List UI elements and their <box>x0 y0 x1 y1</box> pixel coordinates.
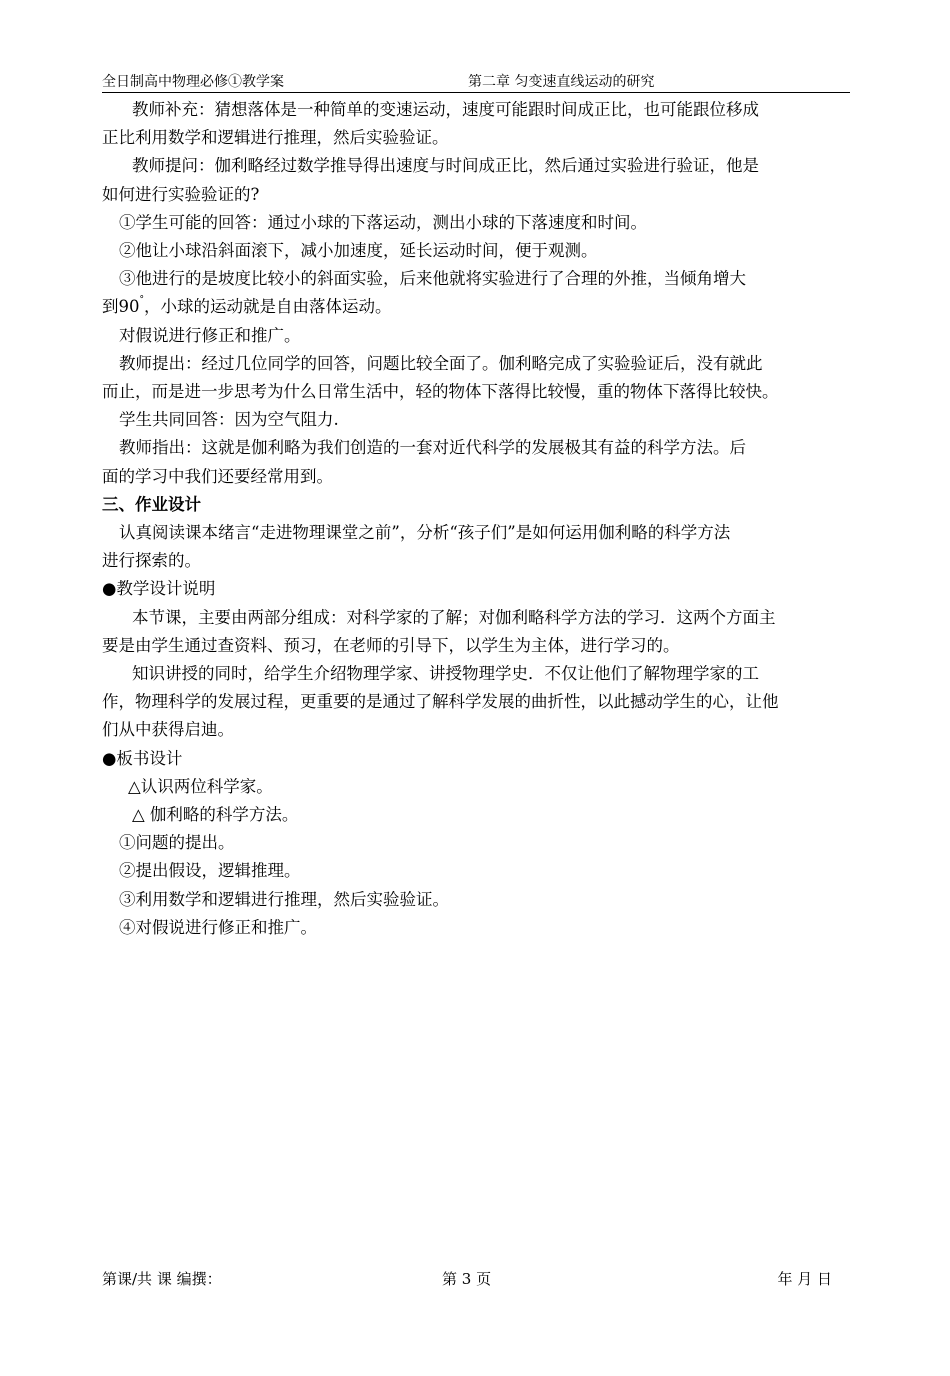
angle-value: 到90 <box>102 297 140 317</box>
answer-item-3-tail: ，小球的运动就是自由落体运动。 <box>144 297 392 317</box>
paragraph-design-notes-2-cont: 作，物理科学的发展过程，更重要的是通过了解科学发展的曲折性，以此撼动学生的心，让他 <box>102 692 779 712</box>
answer-item-1: ①学生可能的回答：通过小球的下落运动，测出小球的下落速度和时间。 <box>119 212 647 232</box>
paragraph-students-answer: 学生共同回答：因为空气阻力. <box>119 410 339 430</box>
paragraph-design-notes-2: 知识讲授的同时，给学生介绍物理学家、讲授物理学史．不仅让他们了解物理学家的工 <box>132 664 759 684</box>
paragraph-hypothesis-revision: 对假说进行修正和推广。 <box>119 325 301 345</box>
paragraph-homework-cont: 进行探索的。 <box>102 551 201 571</box>
page-footer <box>102 1268 850 1290</box>
degree-symbol: ° <box>139 295 144 306</box>
section-heading-homework: 三、作业设计 <box>102 494 201 514</box>
paragraph-teacher-points-out: 教师提出：经过几位同学的回答，问题比较全面了。伽利略完成了实验验证后，没有就此 <box>119 353 763 373</box>
bullet-heading-design-notes: ●教学设计说明 <box>102 579 216 599</box>
answer-item-3: ③他进行的是坡度比较小的斜面实验，后来他就将实验进行了合理的外推，当倾角增大 <box>119 269 746 289</box>
paragraph-teacher-question: 教师提问：伽利略经过数学推导得出速度与时间成正比，然后通过实验进行验证，他是 <box>132 156 759 176</box>
document-body <box>102 96 850 942</box>
board-item-scientists: △认识两位科学家。 <box>128 776 273 796</box>
paragraph-teacher-indicates-cont: 面的学习中我们还要经常用到。 <box>102 466 333 486</box>
paragraph-design-notes-1-cont: 要是由学生通过查资料、预习，在老师的引导下，以学生为主体，进行学习的。 <box>102 635 680 655</box>
paragraph-teacher-supplement: 教师补充：猜想落体是一种简单的变速运动，速度可能跟时间成正比，也可能跟位移成 <box>132 100 759 119</box>
board-step-2: ②提出假设，逻辑推理。 <box>119 861 301 881</box>
board-step-4: ④对假说进行修正和推广。 <box>119 917 317 937</box>
paragraph-homework: 认真阅读课本绪言“走进物理课堂之前”，分析“孩子们”是如何运用伽利略的科学方法 <box>119 523 731 543</box>
footer-date: 年 月 日 <box>777 1270 832 1288</box>
answer-item-2: ②他让小球沿斜面滚下，减小加速度，延长运动时间，便于观测。 <box>119 241 598 261</box>
header-book-title: 全日制高中物理必修①教学案 <box>102 74 284 90</box>
paragraph-design-notes-1: 本节课，主要由两部分组成：对科学家的了解；对伽利略科学方法的学习．这两个方面主 <box>132 607 776 627</box>
bullet-heading-board-design: ●板书设计 <box>102 748 183 768</box>
header-chapter-title: 第二章 匀变速直线运动的研究 <box>468 74 655 90</box>
board-step-1: ①问题的提出。 <box>119 833 235 853</box>
page-header <box>102 72 850 93</box>
paragraph-teacher-question-cont: 如何进行实验验证的? <box>102 184 260 204</box>
answer-item-3-cont <box>102 293 850 321</box>
paragraph-teacher-indicates: 教师指出：这就是伽利略为我们创造的一套对近代科学的发展极其有益的科学方法。后 <box>119 438 746 458</box>
board-step-3: ③利用数学和逻辑进行推理，然后实验验证。 <box>119 889 449 909</box>
paragraph-design-notes-2-end: 们从中获得启迪。 <box>102 720 234 740</box>
footer-lesson-info: 第课/共 课 编撰： <box>102 1270 222 1288</box>
paragraph-teacher-supplement-cont: 正比利用数学和逻辑进行推理，然后实验验证。 <box>102 128 449 148</box>
paragraph-teacher-points-out-cont: 而止，而是进一步思考为什么日常生活中，轻的物体下落得比较慢，重的物体下落得比较快。 <box>102 382 779 402</box>
board-item-method: △ 伽利略的科学方法。 <box>132 805 299 825</box>
footer-page-number: 第 3 页 <box>442 1270 492 1288</box>
